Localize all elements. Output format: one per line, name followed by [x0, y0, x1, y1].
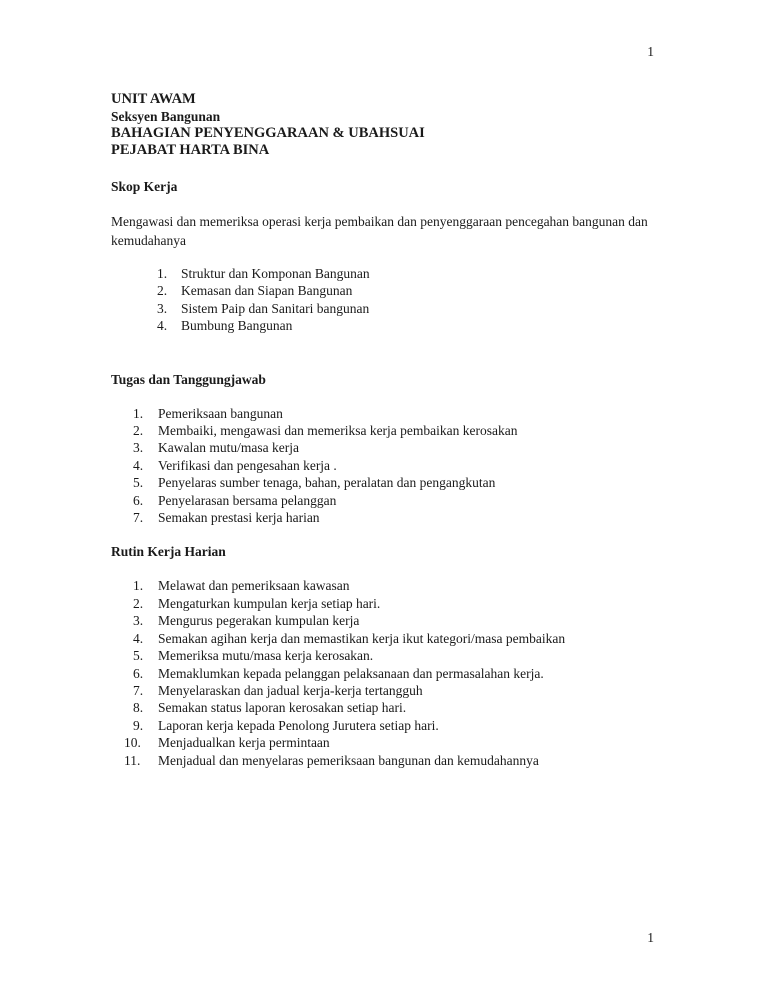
list-item: 8. Semakan status laporan kerosakan setiap hari.	[133, 700, 407, 716]
routine-title: Rutin Kerja Harian	[111, 544, 226, 560]
list-item: 4. Semakan agihan kerja dan memastikan kerja ikut kategori/masa pembaikan	[133, 630, 566, 646]
list-item: 3. Kawalan mutu/masa kerja	[133, 440, 299, 456]
list-item: 6. Memaklumkan kepada pelanggan pelaksanaan dan permasalahan kerja.	[133, 665, 544, 681]
list-item: 4. Verifikasi dan pengesahan kerja .	[133, 457, 337, 473]
list-item: 5. Memeriksa mutu/masa kerja kerosakan.	[133, 648, 374, 664]
page-number-bottom: 1	[647, 930, 654, 945]
duties-list	[111, 405, 671, 527]
scope-description: Mengawasi dan memeriksa operasi kerja pembaikan dan penyenggaraan pencegahan bangunan dan kemudahanya	[111, 214, 648, 248]
document-header	[111, 91, 671, 159]
list-item: 7. Menyelaraskan dan jadual kerja-kerja tertangguh	[133, 682, 423, 698]
list-item: 6. Penyelarasan bersama pelanggan	[133, 492, 337, 508]
duties-title: Tugas dan Tanggungjawab	[111, 371, 266, 387]
scope-list	[111, 265, 671, 335]
scope-title: Skop Kerja	[111, 179, 178, 194]
list-item: 10. Menjadualkan kerja permintaan	[124, 735, 330, 751]
list-item: 1. Melawat dan pemeriksaan kawasan	[133, 578, 350, 594]
office-name: PEJABAT HARTA BINA	[111, 142, 270, 158]
division-name: BAHAGIAN PENYENGGARAAN & UBAHSUAI	[111, 125, 425, 141]
routine-list	[111, 577, 671, 768]
list-item: 9. Laporan kerja kepada Penolong Jurutera setiap hari.	[133, 717, 439, 733]
list-item: 2. Kemasan dan Siapan Bangunan	[157, 283, 353, 299]
list-item: 2. Membaiki, mengawasi dan memeriksa kerja pembaikan kerosakan	[133, 423, 518, 439]
list-item: 2. Mengaturkan kumpulan kerja setiap hari.	[133, 595, 381, 611]
list-item: 1. Struktur dan Komponan Bangunan	[157, 266, 370, 281]
list-item: 5. Penyelaras sumber tenaga, bahan, peralatan dan pengangkutan	[133, 475, 496, 491]
unit-title: UNIT AWAM	[111, 91, 196, 107]
list-item: 3. Mengurus pegerakan kumpulan kerja	[133, 613, 360, 629]
page-number-top: 1	[647, 44, 654, 59]
document-body	[111, 91, 671, 769]
list-item: 7. Semakan prestasi kerja harian	[133, 510, 320, 526]
list-item: 11. Menjadual dan menyelaras pemeriksaan bangunan dan kemudahannya	[124, 752, 539, 768]
list-item: 1. Pemeriksaan bangunan	[133, 405, 283, 421]
list-item: 4. Bumbung Bangunan	[157, 318, 293, 334]
section-name: Seksyen Bangunan	[111, 109, 221, 124]
list-item: 3. Sistem Paip dan Sanitari bangunan	[157, 300, 370, 316]
